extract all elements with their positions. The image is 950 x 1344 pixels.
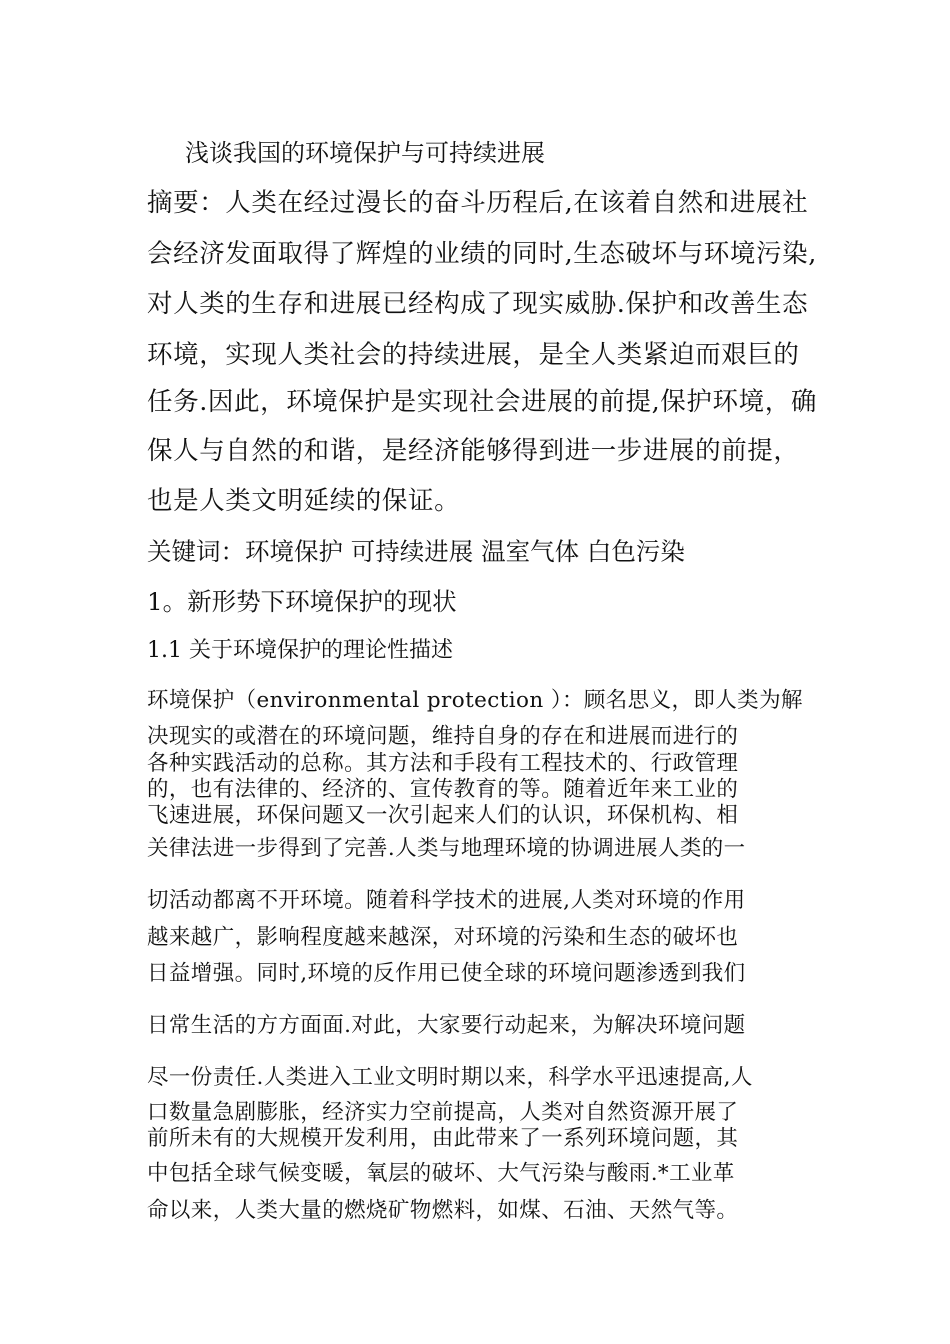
- body-line: 命以来，人类大量的燃烧矿物燃料，如煤、石油、天然气等。: [147, 1198, 739, 1223]
- body-line: 飞速进展，环保问题又一次引起来人们的认识，环保机构、相: [147, 803, 739, 828]
- body-line: 日益增强。同时,环境的反作用已使全球的环境问题渗透到我们: [147, 961, 746, 986]
- abstract-line: 保人与自然的和谐，是经济能够得到进一步进展的前提，: [147, 436, 800, 466]
- abstract-line: 摘要：人类在经过漫长的奋斗历程后,在该着自然和进展社: [147, 188, 809, 218]
- abstract-line: 对人类的生存和进展已经构成了现实威胁.保护和改善生态: [147, 289, 809, 319]
- body-line: 各种实践活动的总称。其方法和手段有工程技术的、行政管理: [147, 751, 739, 776]
- subsection-heading: 1.1 关于环境保护的理论性描述: [147, 638, 453, 663]
- body-line: 日常生活的方方面面.对此，大家要行动起来，为解决环境问题: [147, 1013, 746, 1038]
- abstract-line: 任务.因此，环境保护是实现社会进展的前提,保护环境，确: [147, 387, 817, 417]
- body-line: 越来越广，影响程度越来越深，对环境的污染和生态的破坏也: [147, 925, 739, 950]
- abstract-line: 也是人类文明延续的保证。: [147, 486, 461, 516]
- body-line: 切活动都离不开环境。随着科学技术的进展,人类对环境的作用: [147, 888, 746, 913]
- body-line: 关律法进一步得到了完善.人类与地理环境的协调进展人类的一: [147, 836, 746, 861]
- keywords-line: 关键词：环境保护 可持续进展 温室气体 白色污染: [147, 537, 685, 566]
- body-line: 口数量急剧膨胀，经济实力空前提高，人类对自然资源开展了: [147, 1100, 739, 1125]
- body-line: 环境保护（environmental protection ）：顾名思义，即人类为解: [147, 688, 803, 713]
- abstract-line: 环境，实现人类社会的持续进展，是全人类紧迫而艰巨的: [147, 340, 800, 370]
- document-title: 浅谈我国的环境保护与可持续进展: [185, 139, 545, 167]
- section-heading: 1。新形势下环境保护的现状: [147, 587, 457, 616]
- body-line: 决现实的或潜在的环境问题，维持自身的存在和进展而进行的: [147, 724, 739, 749]
- body-line: 前所未有的大规模开发利用，由此带来了一系列环境问题，其: [147, 1126, 739, 1151]
- body-line: 尽一份责任.人类进入工业文明时期以来，科学水平迅速提高,人: [147, 1065, 753, 1090]
- abstract-line: 会经济发面取得了辉煌的业绩的同时,生态破坏与环境污染,: [147, 239, 817, 269]
- body-line: 中包括全球气候变暖，氧层的破坏、大气污染与酸雨.*工业革: [147, 1161, 735, 1186]
- body-line: 的，也有法律的、经济的、宣传教育的等。随着近年来工业的: [147, 777, 739, 802]
